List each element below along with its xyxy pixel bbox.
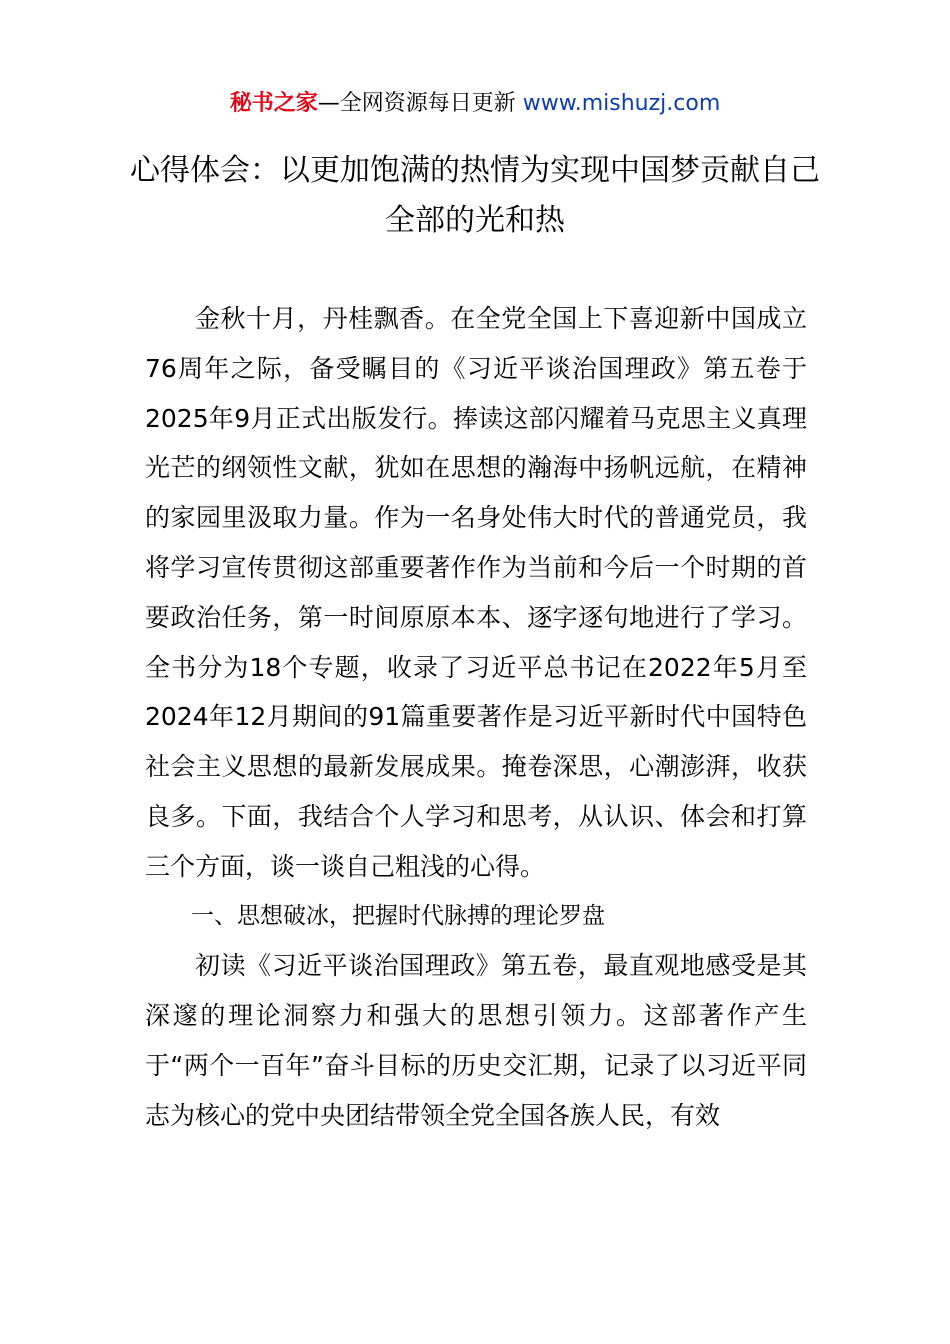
site-tagline: —全网资源每日更新 [317, 91, 523, 116]
document-title: 心得体会：以更加饱满的热情为实现中国梦贡献自己全部的光和热 [130, 153, 820, 238]
document-body [145, 294, 807, 1141]
body-paragraph: 初读《习近平谈治国理政》第五卷，最直观地感受是其深邃的理论洞察力和强大的思想引领力。这部著作产生于“两个一百年”奋斗目标的历史交汇期，记录了以习近平同志为核心的党中央团结带领全党全国各族人民，有效 [145, 951, 807, 1130]
site-url-link[interactable]: www.mishuzj.com [522, 91, 721, 116]
body-paragraph: 金秋十月，丹桂飘香。在全党全国上下喜迎新中国成立76周年之际，备受瞩目的《习近平谈治国理政》第五卷于2025年9月正式出版发行。捧读这部闪耀着马克思主义真理光芒的纲领性文献，犹如在思想的瀚海中扬帆远航，在精神的家园里汲取力量。作为一名身处伟大时代的普通党员，我将学习宣传贯彻这部重要著作作为当前和今后一个时期的首要政治任务，第一时间原原本本、逐字逐句地进行了学习。全书分为18个专题，收录了习近平总书记在2022年5月至2024年12月期间的91篇重要著作是习近平新时代中国特色社会主义思想的最新发展成果。掩卷深思，心潮澎湃，收获良多。下面，我结合个人学习和思考，从认识、体会和打算三个方面，谈一谈自己粗浅的心得。 [145, 304, 807, 881]
site-brand: 秘书之家 [229, 91, 318, 116]
site-header [0, 88, 950, 120]
section-heading: 一、思想破冰，把握时代脉搏的理论罗盘 [191, 902, 605, 929]
